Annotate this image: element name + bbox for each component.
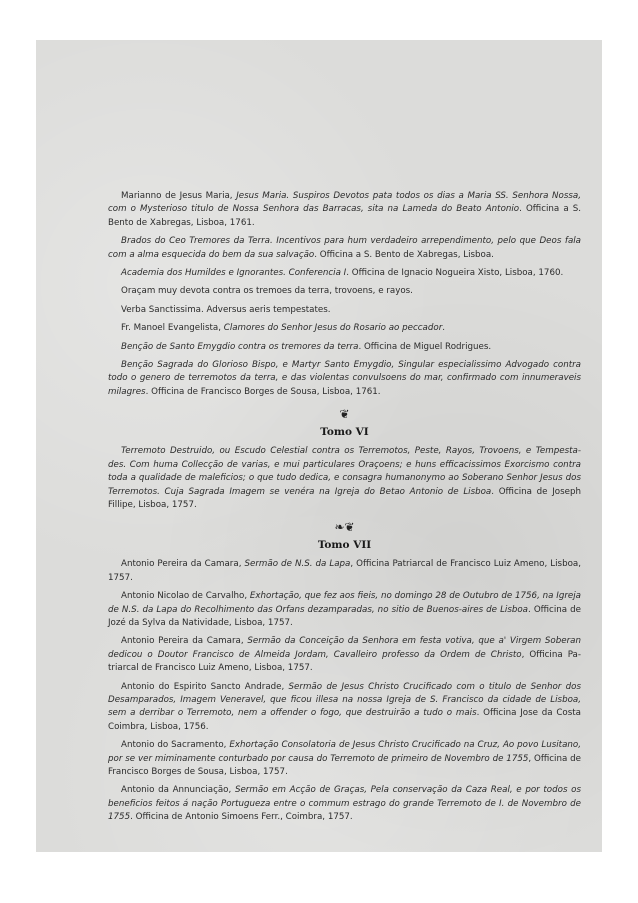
section-heading-tomo-vi: Tomo VI xyxy=(320,426,369,439)
list-item: Verba Sanctissima. Adversus aeris tempestates. xyxy=(121,304,331,315)
tomo-vii-section xyxy=(108,558,581,824)
bibliography-content xyxy=(108,190,581,830)
list-item: Antonio do Espirito Sancto Andrade, Sermão de Jesus Christo Crucificado com o titulo de Senhor dos Desamparados, Imagem Veneravel, que ficou illesa na nossa Igreja de S. Francisco da cidade de Lisboa, sem a derribar o Terremoto, nem a offender o fogo, que destruirão a tudo o mais. Officina Jose da Costa Coimbra, Lisboa, 1756. xyxy=(108,681,581,732)
list-item: Fr. Manoel Evangelista, Clamores do Senhor Jesus do Rosario ao peccador. xyxy=(121,323,446,334)
list-item: Oraçam muy devota contra os tremoes da terra, trovoens, e rayos. xyxy=(121,286,413,297)
list-item: Antonio do Sacramento, Exhortação Consolatoria de Jesus Christo Crucificado na Cruz, Ao povo Lusitano, por se ver miminamente conturbado por causa do Terremoto de primeiro de Novembro de 1755, Officina de Francisco Borges de Sousa, Lisboa, 1757. xyxy=(108,740,581,777)
list-item: Marianno de Jesus Maria, Jesus Maria. Suspiros Devotos pata todos os dias a Maria SS. Senhora Nossa, com o Mysterioso titulo de Nossa Senhora das Barracas, sita na Lameda do Beato Antonio. Officina a S. Bento de Xabregas, Lisboa, 1761. xyxy=(108,191,582,228)
entries-before-section xyxy=(108,190,581,399)
document-page xyxy=(36,40,602,852)
fleuron-ornament-icon: ❦ xyxy=(339,407,350,422)
fleuron-ornament-icon: ❧❦ xyxy=(334,520,355,535)
list-item: Antonio da Annunciação, Sermão em Acção de Graças, Pela conservação da Caza Real, e por todos os beneficios feitos á nação Portugueza entre o commum estrago do grande Terremoto de I. de Novembro de 1755. Officina de Antonio Simoens Ferr., Coimbra, 1757. xyxy=(108,785,581,823)
tomo-vi-section xyxy=(108,445,581,512)
list-item: Benção de Santo Emygdio contra os tremores da terra. Officina de Miguel Rodrigues. xyxy=(121,341,492,352)
list-item: Benção Sagrada do Glorioso Bispo, e Martyr Santo Emygdio, Singular especialissimo Advogado contra todo o genero de terremotos da terra, e das violentas convulsoens do mar, confirmado com innumeraveis milagres. Officina de Francisco Borges de Sousa, Lisboa, 1761. xyxy=(108,360,581,397)
list-item: Brados do Ceo Tremores da Terra. Incentivos para hum verdadeiro arrependimento, pelo que Deos fala com a alma esquecida do bem da sua salvação. Officina a S. Bento de Xabregas, Lisboa. xyxy=(108,236,581,260)
list-item: Academia dos Humildes e Ignorantes. Conferencia I. Officina de Ignacio Nogueira Xisto, Lisboa, 1760. xyxy=(121,268,564,279)
list-item: Antonio Nicolao de Carvalho, Exhortação, que fez aos fieis, no domingo 28 de Outubro de 1756, na Igreja de N.S. da Lapa do Recolhimento das Orfans dezamparadas, no sitio de Buenos-aires de Lisboa. Officina de Jozé da Sylva da Natividade, Lisboa, 1757. xyxy=(108,591,581,628)
section-heading-tomo-vii: Tomo VII xyxy=(317,539,372,552)
list-item: Antonio Pereira da Camara, Sermão de N.S. da Lapa, Officina Patriarcal de Francisco Luiz Ameno, Lisboa, 1757. xyxy=(108,559,581,583)
list-item: Terremoto Destruido, ou Escudo Celestial contra os Terremotos, Peste, Rayos, Trovoens, e Tempesta- des. Com huma Collecção de varias, e mui particulares Oraçoens; e huns efficacissimos Exorcismo contra toda a qualidade de maleficios; o que tudo dedica, e consagra humanonymo ao Soberano Senhor Jesus dos Terremotos. Cuja Sagrada Imagem se venéra na Igreja do Betao Antonio de Lisboa. Officina de Joseph Fillipe, Lisboa, 1757. xyxy=(108,446,581,510)
list-item: Antonio Pereira da Camara, Sermão da Conceição da Senhora em festa votiva, que a' Virgem Soberan dedicou o Doutor Francisco de Almeida Jordam, Cavalleiro professo da Ordem de Christo, Officina Pa- triarcal de Francisco Luiz Ameno, Lisboa, 1757. xyxy=(108,636,581,674)
